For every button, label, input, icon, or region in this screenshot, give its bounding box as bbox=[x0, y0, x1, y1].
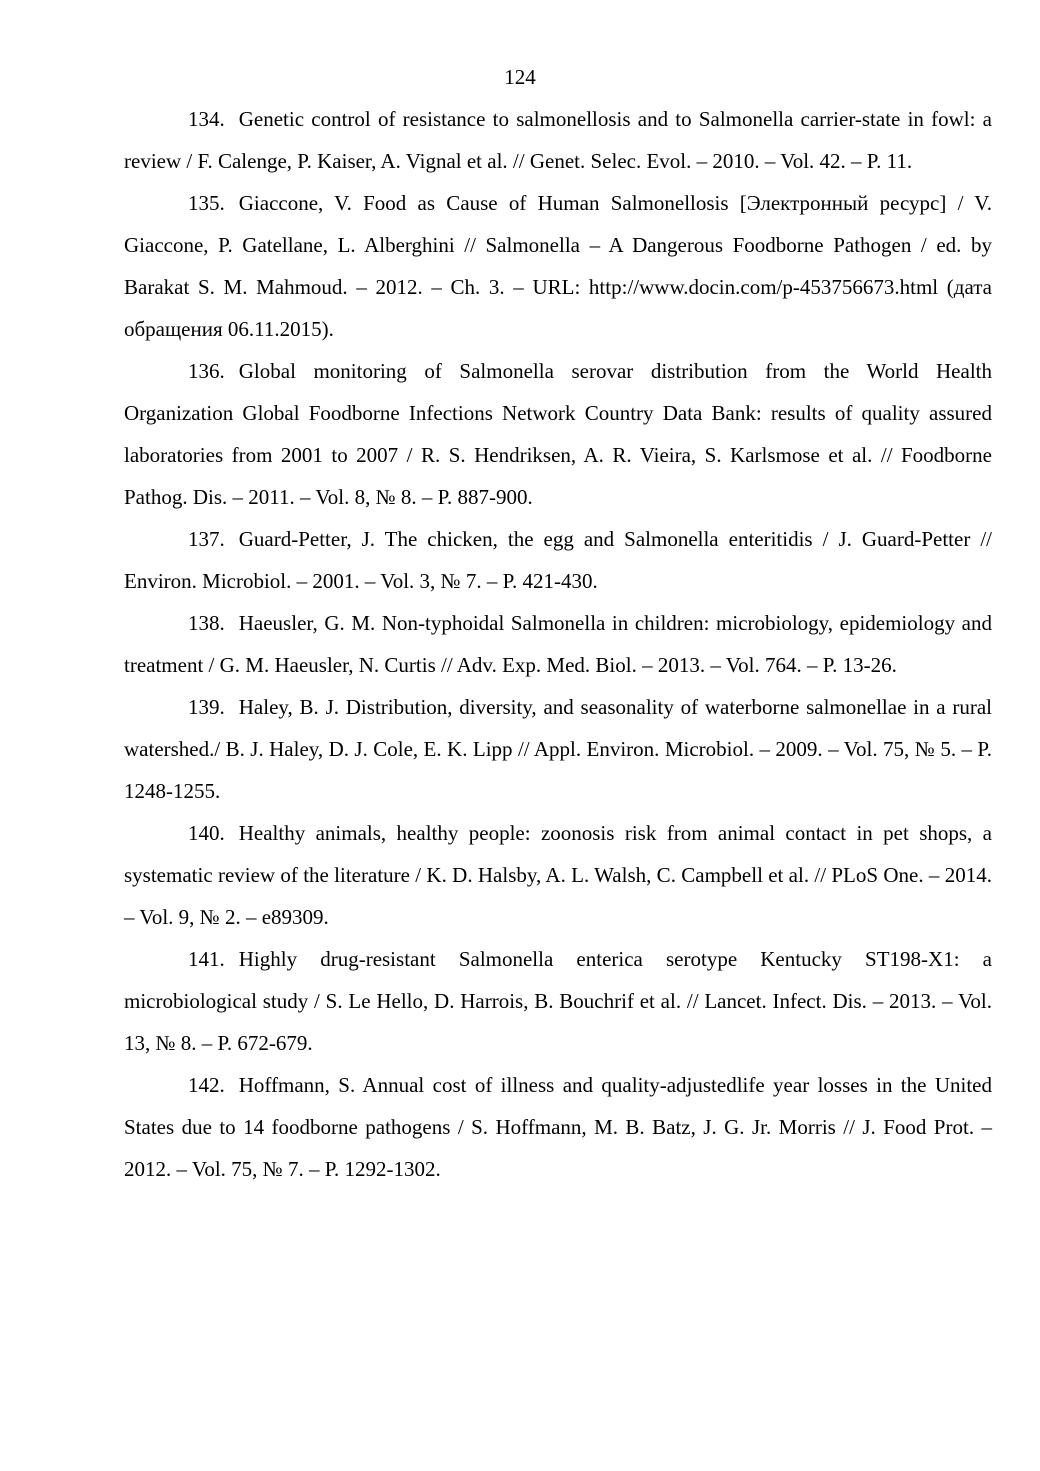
reference-text: Guard-Petter, J. The chicken, the egg and Salmonella enteritidis / J. Guard-Petter // Environ. Microbiol. – 2001. – Vol. 3, № 7. – P. 421-430. bbox=[124, 527, 992, 593]
reference-text: Giaccone, V. Food as Cause of Human Salmonellosis [Электронный ресурс] / V. Giaccone, P. Gatellane, L. Alberghini // Salmonella – A Dangerous Foodborne Pathogen / ed. by Barakat S. M. Mahmoud. – 2012. – Ch. 3. – URL: http://www.docin.com/p-453756673.html (дата обращения 06.11.2015). bbox=[124, 191, 992, 341]
reference-number: 136. bbox=[188, 359, 225, 383]
reference-item bbox=[124, 350, 992, 518]
reference-text: Healthy animals, healthy people: zoonosis risk from animal contact in pet shops, a systematic review of the literature / K. D. Halsby, A. L. Walsh, C. Campbell et al. // PLoS One. – 2014. – Vol. 9, № 2. – e89309. bbox=[124, 821, 992, 929]
reference-number: 134. bbox=[188, 107, 225, 131]
reference-list bbox=[124, 98, 992, 1190]
reference-item bbox=[124, 98, 992, 182]
reference-text: Highly drug-resistant Salmonella enterica serotype Kentucky ST198-X1: a microbiological study / S. Le Hello, D. Harrois, B. Bouchrif et al. // Lancet. Infect. Dis. – 2013. – Vol. 13, № 8. – P. 672-679. bbox=[124, 947, 992, 1055]
reference-number: 135. bbox=[188, 191, 225, 215]
reference-item bbox=[124, 686, 992, 812]
reference-text: Genetic control of resistance to salmonellosis and to Salmonella carrier-state in fowl: a review / F. Calenge, P. Kaiser, A. Vignal et al. // Genet. Selec. Evol. – 2010. – Vol. 42. – P. 11. bbox=[124, 107, 992, 173]
reference-item bbox=[124, 938, 992, 1064]
reference-text: Haley, B. J. Distribution, diversity, and seasonality of waterborne salmonellae in a rural watershed./ B. J. Haley, D. J. Cole, E. K. Lipp // Appl. Environ. Microbiol. – 2009. – Vol. 75, № 5. – P. 1248-1255. bbox=[124, 695, 992, 803]
reference-item bbox=[124, 812, 992, 938]
reference-item bbox=[124, 602, 992, 686]
reference-number: 142. bbox=[188, 1073, 225, 1097]
reference-item bbox=[124, 1064, 992, 1190]
reference-number: 141. bbox=[188, 947, 225, 971]
reference-text: Haeusler, G. M. Non-typhoidal Salmonella in children: microbiology, epidemiology and treatment / G. M. Haeusler, N. Curtis // Adv. Exp. Med. Biol. – 2013. – Vol. 764. – P. 13-26. bbox=[124, 611, 992, 677]
reference-item bbox=[124, 518, 992, 602]
reference-item bbox=[124, 182, 992, 350]
reference-text: Hoffmann, S. Annual cost of illness and quality-adjustedlife year losses in the United States due to 14 foodborne pathogens / S. Hoffmann, M. B. Batz, J. G. Jr. Morris // J. Food Prot. – 2012. – Vol. 75, № 7. – P. 1292-1302. bbox=[124, 1073, 992, 1181]
reference-number: 139. bbox=[188, 695, 225, 719]
page-number: 124 bbox=[504, 65, 536, 89]
reference-number: 140. bbox=[188, 821, 225, 845]
reference-text: Global monitoring of Salmonella serovar distribution from the World Health Organization Global Foodborne Infections Network Country Data Bank: results of quality assured laboratories from 2001 to 2007 / R. S. Hendriksen, A. R. Vieira, S. Karlsmose et al. // Foodborne Pathog. Dis. – 2011. – Vol. 8, № 8. – P. 887-900. bbox=[124, 359, 992, 509]
reference-number: 138. bbox=[188, 611, 225, 635]
reference-number: 137. bbox=[188, 527, 225, 551]
